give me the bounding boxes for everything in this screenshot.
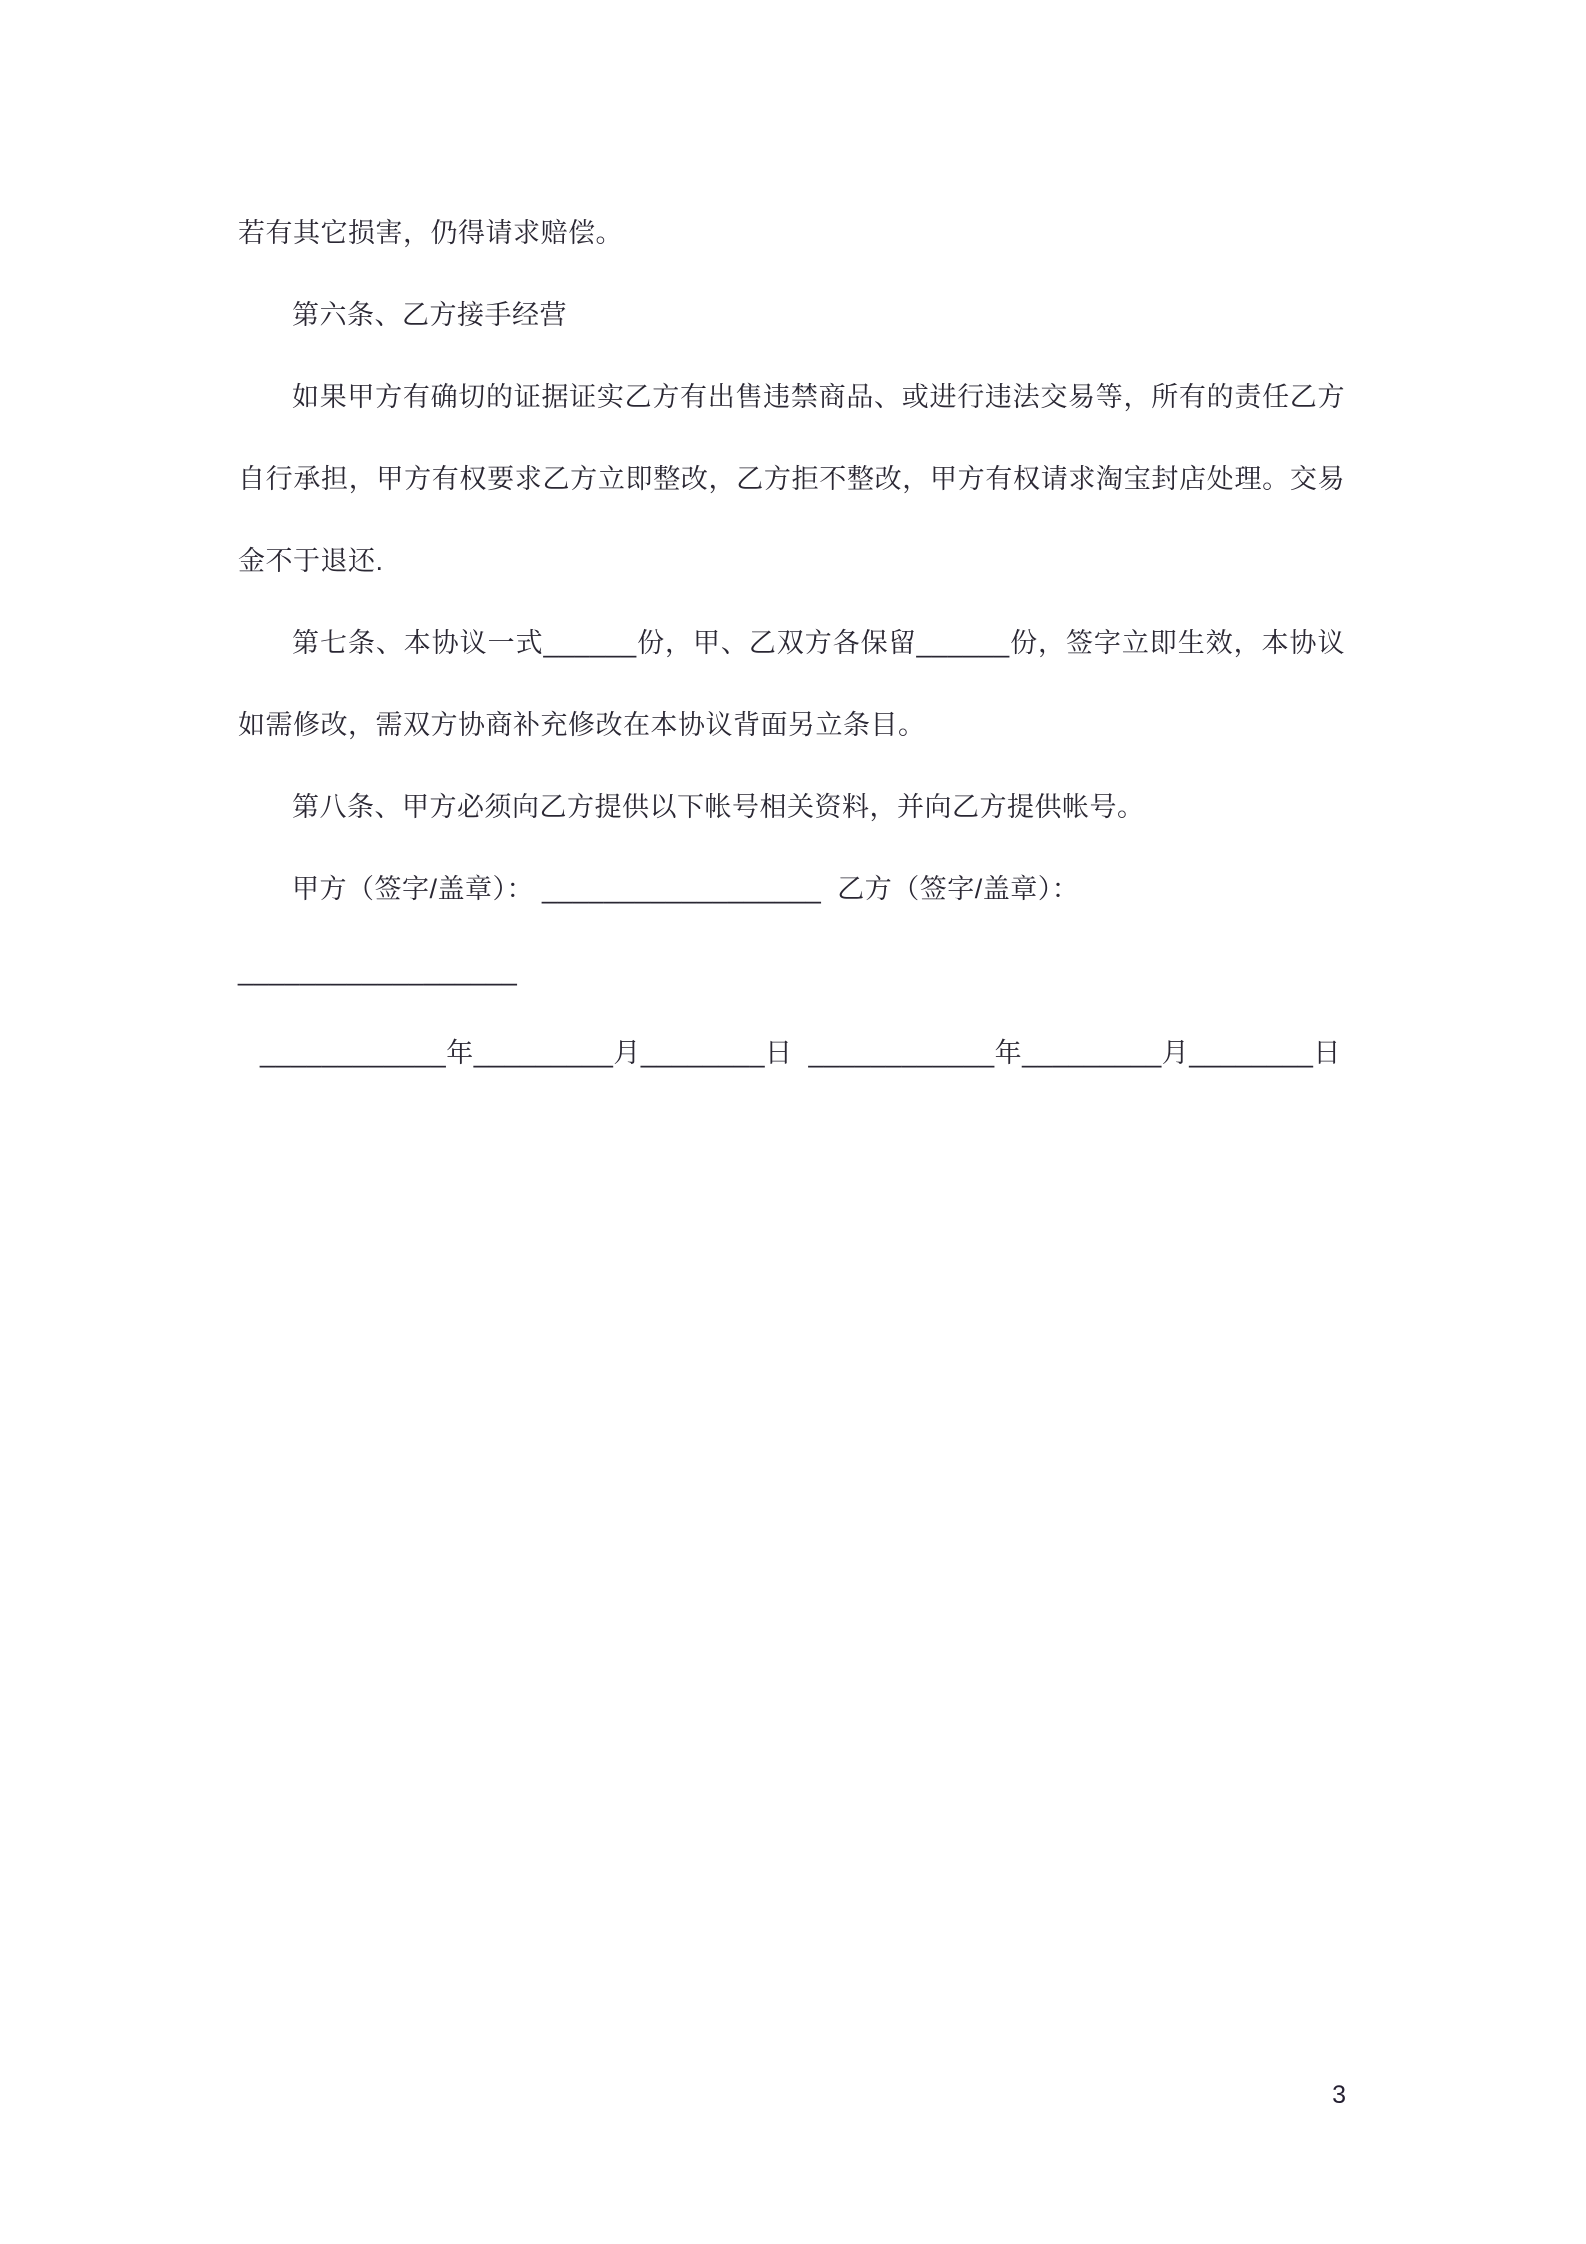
signature-line: 甲方（签字/盖章）： __________________ 乙方（签字/盖章）： __________________ (238, 874, 1088, 986)
page-number: 3 (1332, 2081, 1346, 2109)
document-content (238, 192, 1345, 1094)
date-line: ____________年_________月________日 ____________年_________月________日 (260, 1038, 1341, 1068)
clause-6-heading: 第六条、乙方接手经营 (292, 300, 567, 330)
paragraph-damage-claim: 若有其它损害，仍得请求赔偿。 (238, 218, 623, 248)
clause-8-paragraph: 第八条、甲方必须向乙方提供以下帐号相关资料，并向乙方提供帐号。 (292, 792, 1145, 822)
clause-6-body: 如果甲方有确切的证据证实乙方有出售违禁商品、或进行违法交易等，所有的责任乙方自行承担，甲方有权要求乙方立即整改，乙方拒不整改，甲方有权请求淘宝封店处理。交易金不于退还. (238, 382, 1345, 576)
clause-7-paragraph: 第七条、本协议一式______份，甲、乙双方各保留______份，签字立即生效，本协议如需修改，需双方协商补充修改在本协议背面另立条目。 (238, 628, 1345, 740)
